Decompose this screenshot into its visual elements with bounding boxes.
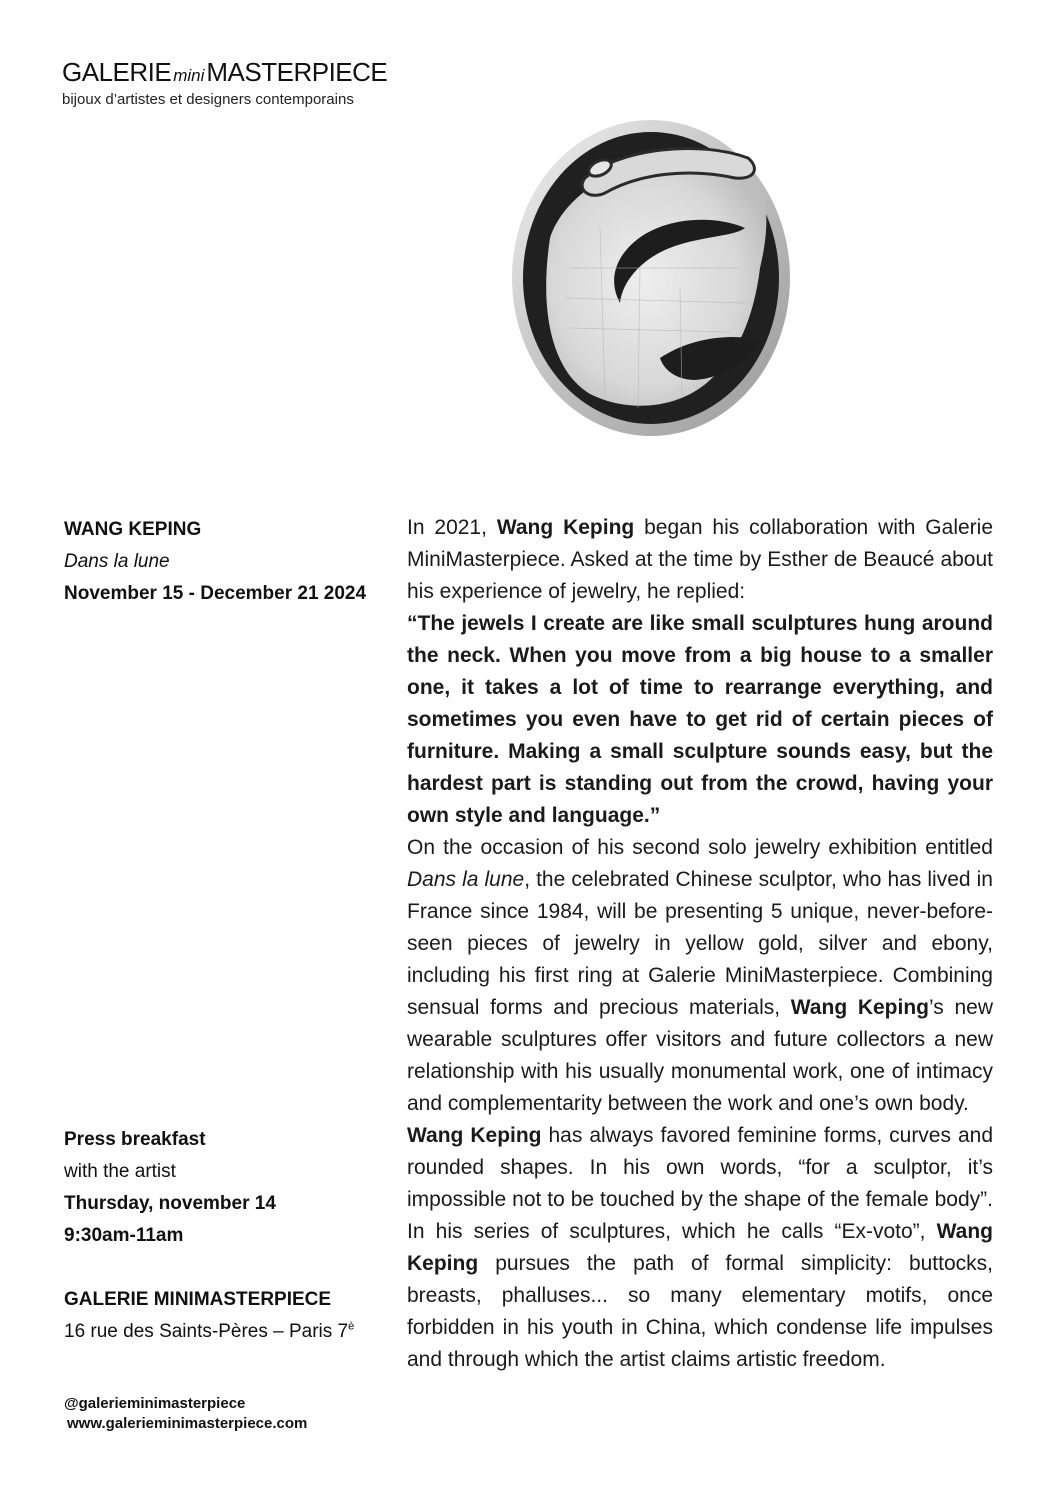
exhibition-text-b: , the celebrated Chinese sculptor, who has lived in France since 1984, will be presenting 5 unique, never-before-seen pieces of jewelry in yellow gold, silver and ebony, including his first ring at Galerie MiniMasterpiece. Combining sensual forms and precious materials,: [407, 868, 993, 1019]
exhibition-dates: November 15 - December 21 2024: [64, 583, 367, 604]
forms-text-b: pursues the path of formal simplicity: buttocks, breasts, phalluses... so many elementary motifs, once forbidden in his youth in China, which condense life impulses and through which the artist claims artistic freedom.: [407, 1252, 993, 1371]
social-links: [64, 1394, 307, 1434]
artist-name-bold: Wang Keping: [790, 996, 929, 1019]
brooch-image: [510, 118, 792, 438]
exhibition-title-italic: Dans la lune: [407, 868, 525, 891]
logo-word-masterpiece: MASTERPIECE: [206, 57, 388, 87]
artist-name-bold: Wang Keping: [496, 516, 635, 539]
logo-word-galerie: GALERIE: [62, 57, 172, 87]
intro-text-b: began his collaboration with Galerie MiniMasterpiece. Asked at the time by Esther de Beaucé about his experience of jewelry, he replied:: [407, 516, 993, 603]
press-day: Thursday, november 14: [64, 1193, 276, 1214]
logo-subtitle: bijoux d’artistes et designers contemporains: [62, 91, 354, 108]
website-link[interactable]: www.galerieminimasterpiece.com: [67, 1415, 308, 1432]
logo-word-mini: mini: [173, 66, 205, 85]
paragraph-exhibition: [407, 832, 993, 1120]
artist-name-bold: Wang Keping: [407, 1124, 542, 1147]
exhibition-text-c: ’s new wearable sculptures offer visitors and future collectors a new relationship with his usually monumental work, one of intimacy and complementarity between the work and one’s own body.: [407, 996, 993, 1115]
gallery-address: [64, 1316, 384, 1348]
gallery-logo: [62, 57, 387, 109]
artist-name: WANG KEPING: [64, 519, 202, 540]
press-with-artist: with the artist: [64, 1161, 176, 1182]
exhibition-title: Dans la lune: [64, 551, 170, 572]
exhibition-info: [64, 514, 384, 610]
paragraph-forms: [407, 1120, 993, 1376]
exhibition-text-a: On the occasion of his second solo jewelry exhibition entitled: [407, 836, 993, 859]
intro-text-a: In 2021,: [407, 516, 497, 539]
artist-quote: “The jewels I create are like small sculptures hung around the neck. When you move from a big house to a smaller one, it takes a lot of time to rearrange everything, and sometimes you even have to get rid of certain pieces of furniture. Making a small sculpture sounds easy, but the hardest part is standing out from the crowd, having your own style and language.”: [407, 612, 993, 827]
gallery-arrondissement-sup: è: [348, 1320, 355, 1333]
press-release-body: [407, 512, 993, 1376]
forms-text-a: has always favored feminine forms, curves and rounded shapes. In his own words, “for a sculptor, it’s impossible not to be touched by the shape of the female body”. In his series of sculptures, which he calls “Ex-voto”,: [407, 1124, 993, 1243]
gallery-street: 16 rue des Saints-Pères – Paris 7: [64, 1321, 349, 1342]
paragraph-intro: [407, 512, 993, 608]
social-handle[interactable]: @galerieminimasterpiece: [64, 1395, 246, 1412]
press-time: 9:30am-11am: [64, 1225, 184, 1246]
press-heading: Press breakfast: [64, 1129, 206, 1150]
logo-title: [62, 57, 387, 91]
gallery-name: GALERIE MINIMASTERPIECE: [64, 1289, 332, 1310]
gallery-address-block: [64, 1284, 384, 1348]
press-breakfast-info: [64, 1124, 384, 1252]
artist-name-bold: Wang Keping: [407, 1220, 993, 1275]
